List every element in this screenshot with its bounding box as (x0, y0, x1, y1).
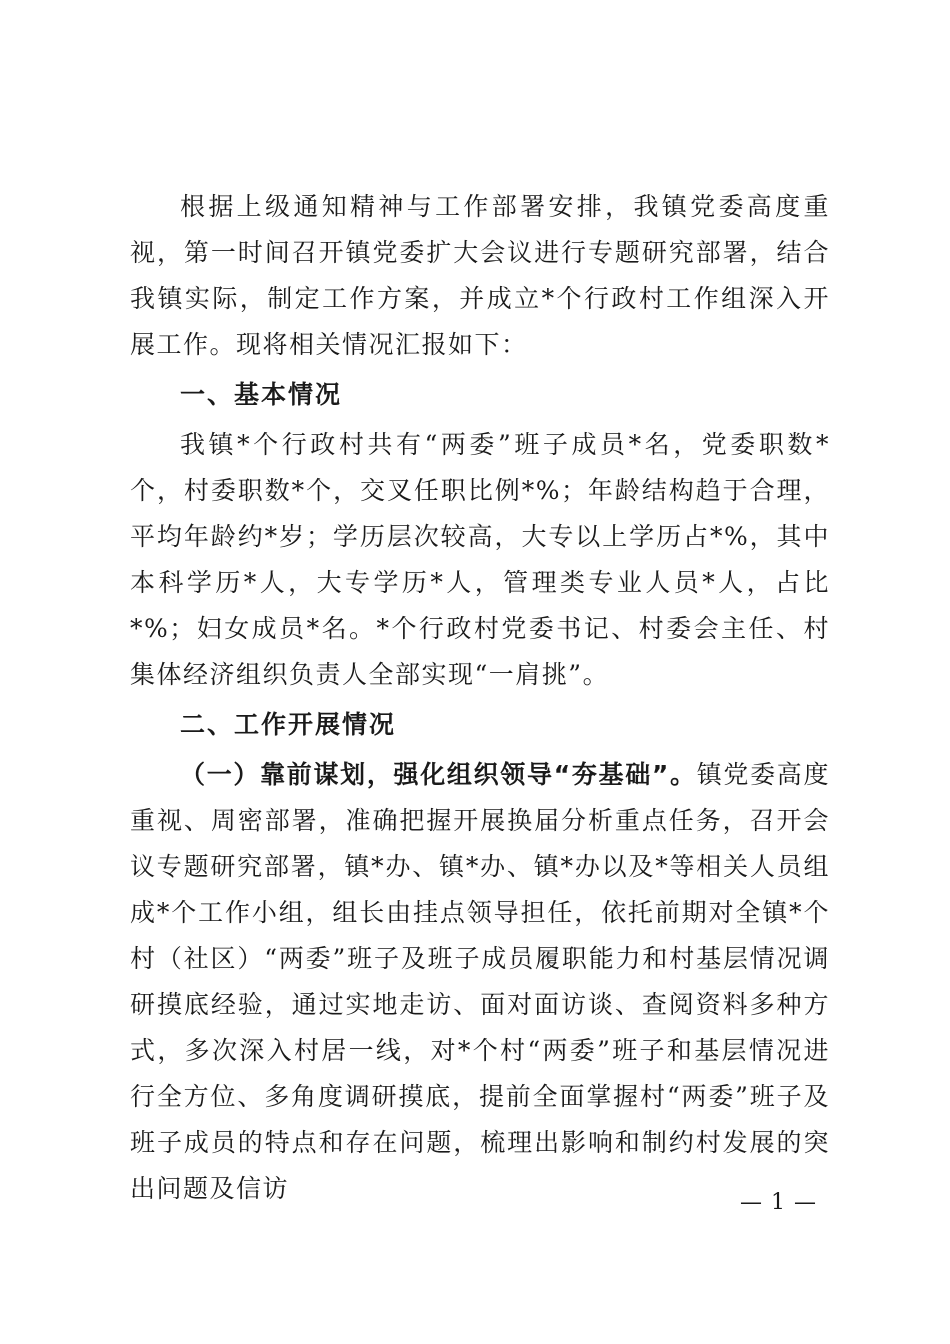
document-body (130, 184, 830, 1212)
subsection-title: （一）靠前谋划，强化组织领导“夯基础”。 (180, 760, 697, 789)
section2-sub1-paragraph (130, 752, 830, 1212)
page-number: — 1 — (740, 1190, 817, 1215)
section1-paragraph: 我镇*个行政村共有“两委”班子成员*名，党委职数*个，村委职数*个，交叉任职比例*%；年龄结构趋于合理，平均年龄约*岁；学历层次较高，大专以上学历占*%，其中本科学历*人，大专学历*人，管理类专业人员*人，占比*%；妇女成员*名。*个行政村党委书记、村委会主任、村集体经济组织负责人全部实现“一肩挑”。 (130, 430, 830, 689)
subsection-body: 镇党委高度重视、周密部署，准确把握开展换届分析重点任务，召开会议专题研究部署，镇*办、镇*办、镇*办以及*等相关人员组成*个工作小组，组长由挂点领导担任，依托前期对全镇*个村（社区）“两委”班子及班子成员履职能力和村基层情况调研摸底经验，通过实地走访、面对面访谈、查阅资料多种方式，多次深入村居一线，对*个村“两委”班子和基层情况进行全方位、多角度调研摸底，提前全面掌握村“两委”班子及班子成员的特点和存在问题，梳理出影响和制约村发展的突出问题及信访 (130, 760, 830, 1203)
section-heading-work-progress: 二、工作开展情况 (180, 710, 397, 739)
intro-paragraph: 根据上级通知精神与工作部署安排，我镇党委高度重视，第一时间召开镇党委扩大会议进行专题研究部署，结合我镇实际，制定工作方案，并成立*个行政村工作组深入开展工作。现将相关情况汇报如下： (130, 192, 830, 359)
section-heading-basic-situation: 一、基本情况 (180, 380, 343, 409)
